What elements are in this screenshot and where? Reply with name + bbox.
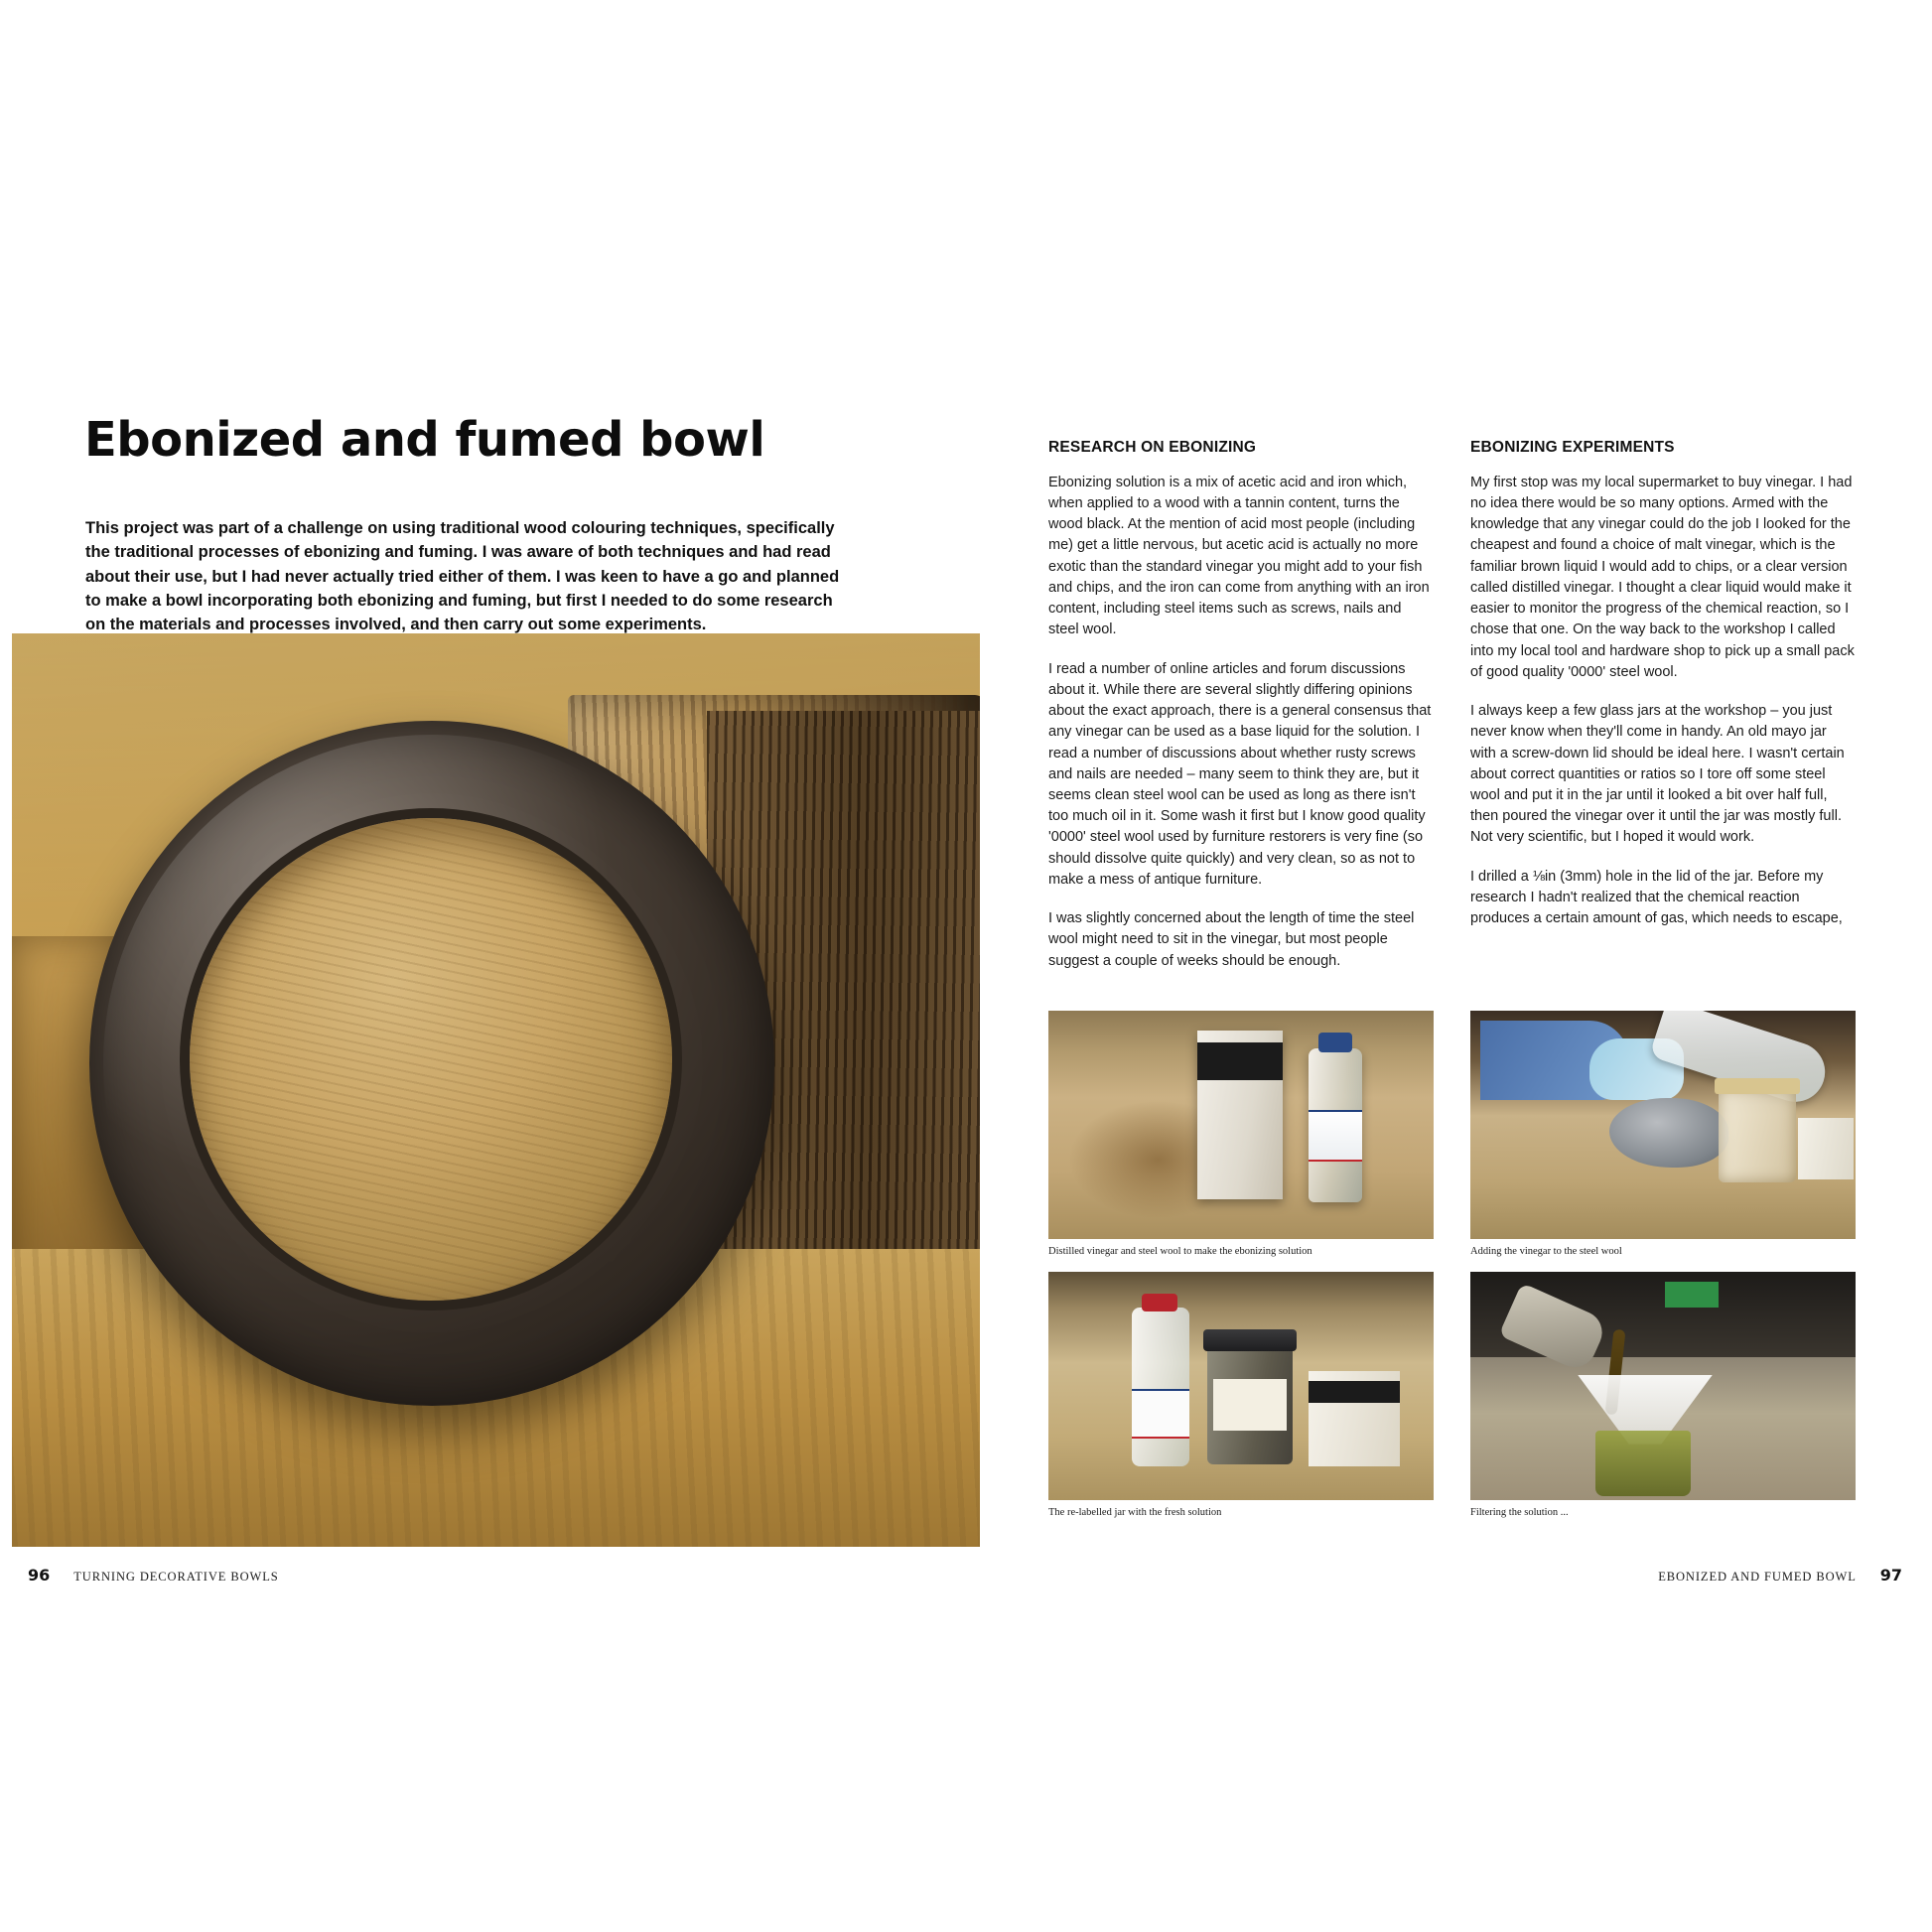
column-two-paragraph-2: I always keep a few glass jars at the workshop – you just never know when they'll come in handy. An old mayo jar with a screw-down lid should be ideal here. I wasn't certain about correct quantities or ratios so I tore off some steel wool and put it in the jar until it looked a bit over half full, then poured the vinegar over it until the jar was mostly full. Not very scientific, but I hoped it would work.: [1470, 703, 1845, 846]
small-product-box: [1798, 1118, 1854, 1179]
photo-caption-1: Distilled vinegar and steel wool to make the ebonizing solution: [1048, 1246, 1312, 1257]
vinegar-bottle-label-2: [1132, 1389, 1189, 1439]
folio-left: 96: [28, 1566, 51, 1585]
vinegar-bottle-empty: [1132, 1308, 1189, 1466]
steel-wool-box-band: [1309, 1381, 1400, 1403]
column-two-paragraph-3: I drilled a ⅛in (3mm) hole in the lid of the jar. Before my research I hadn't realized that the chemical reaction produces a certain amount of gas, which needs to escape,: [1470, 868, 1843, 927]
photo-caption-3: The re-labelled jar with the fresh solution: [1048, 1506, 1222, 1518]
photo-caption-4: Filtering the solution ...: [1470, 1506, 1569, 1518]
photo-grid: [1048, 1011, 1856, 1532]
photo-cell-1: [1048, 1011, 1434, 1259]
photo-cell-3: [1048, 1272, 1434, 1520]
right-page-footer: [1658, 1566, 1902, 1585]
photo-cell-4: [1470, 1272, 1856, 1520]
jar-lid: [1715, 1078, 1800, 1094]
column-one-paragraph-1: Ebonizing solution is a mix of acetic acid and iron which, when applied to a wood with a tannin content, turns the wood black. At the mention of acid most people (including me) get a little nervous, but acetic acid is actually no more exotic than the standard vinegar you might add to your fish and chips, and the iron can come from anything with an iron content, including steel items such as screws, nails and steel wool.: [1048, 474, 1430, 638]
photo-caption-2: Adding the vinegar to the steel wool: [1470, 1246, 1622, 1257]
column-two-paragraph-1: My first stop was my local supermarket to buy vinegar. I had no idea there would be so many options. Armed with the knowledge that any vinegar could do the job I looked for the cheapest and found a choice of malt vinegar, which is the familiar brown liquid I would add to chips, or a clear version called distilled vinegar. I thought a clear liquid would make it easier to monitor the progress of the chemical reaction, so I chose that one. On the way back to the workshop I called into my local tool and hardware shop to pick up a small pack of good quality '0000' steel wool.: [1470, 474, 1855, 680]
green-label: [1665, 1282, 1719, 1308]
photo-row-top: [1048, 1011, 1856, 1259]
ebonized-bowl: [89, 721, 774, 1406]
column-one-heading: RESEARCH ON EBONIZING: [1048, 439, 1257, 456]
photo-row-bottom: [1048, 1272, 1856, 1520]
solution-jar-handwritten-label: [1213, 1379, 1287, 1431]
running-head-right: EBONIZED AND FUMED BOWL: [1658, 1570, 1857, 1584]
column-one-paragraph-3: I was slightly concerned about the length of time the steel wool might need to sit in the vinegar, but most people suggest a couple of weeks should be enough.: [1048, 910, 1415, 969]
glass-jar: [1719, 1088, 1796, 1182]
photo-relabelled-jar: [1048, 1272, 1434, 1500]
right-page: [966, 0, 1932, 1932]
steel-wool-box-label: [1197, 1042, 1283, 1080]
hero-photo: [12, 633, 980, 1547]
steel-wool-box-2: [1309, 1371, 1400, 1466]
left-page-footer: [28, 1566, 279, 1585]
vinegar-bottle-cap: [1318, 1033, 1352, 1052]
bowl-grain-texture: [190, 818, 672, 1301]
photo-adding-vinegar: [1470, 1011, 1856, 1239]
photo-cell-2: [1470, 1011, 1856, 1259]
folio-right: 97: [1879, 1566, 1902, 1585]
column-one-paragraph-2: I read a number of online articles and forum discussions about it. While there are several slightly differing opinions about the exact approach, there is a general consensus that any vinegar can be used as a base liquid for the solution. I read a number of discussions about whether rusty screws and nails are needed – many seem to think they are, but it seems clean steel wool can be used as long as there isn't too much oil in it. Some wash it first but I know good quality '0000' steel wool used by furniture restorers is very fine (so should dissolve quite quickly) and very clean, so as not to make a mess of antique furniture.: [1048, 660, 1432, 888]
steel-wool-box: [1197, 1031, 1283, 1199]
photo-filtering: [1470, 1272, 1856, 1500]
photo-vinegar-and-steel-wool: [1048, 1011, 1434, 1239]
steel-wool-pad: [1609, 1098, 1728, 1168]
solution-jar-lid: [1203, 1329, 1297, 1351]
intro-paragraph: This project was part of a challenge on using traditional wood colouring techniques, specifically the traditional processes of ebonizing and fuming. I was aware of both techniques and had read about their use, but I had never actually tried either of them. I was keen to have a go and planned to make a bowl incorporating both ebonizing and fuming, but first I needed to do some research on the materials and processes involved, and then carry out some experiments.: [85, 519, 840, 633]
vinegar-bottle-cap-red: [1142, 1294, 1177, 1311]
column-experiments: [1470, 437, 1856, 947]
running-head-left: TURNING DECORATIVE BOWLS: [73, 1570, 279, 1584]
column-research: [1048, 437, 1434, 990]
vinegar-bottle-label: [1309, 1110, 1362, 1162]
page-title: Ebonized and fumed bowl: [84, 412, 765, 468]
receiving-jar: [1595, 1431, 1691, 1496]
column-two-heading: EBONIZING EXPERIMENTS: [1470, 439, 1675, 456]
bowl-interior: [190, 818, 672, 1301]
